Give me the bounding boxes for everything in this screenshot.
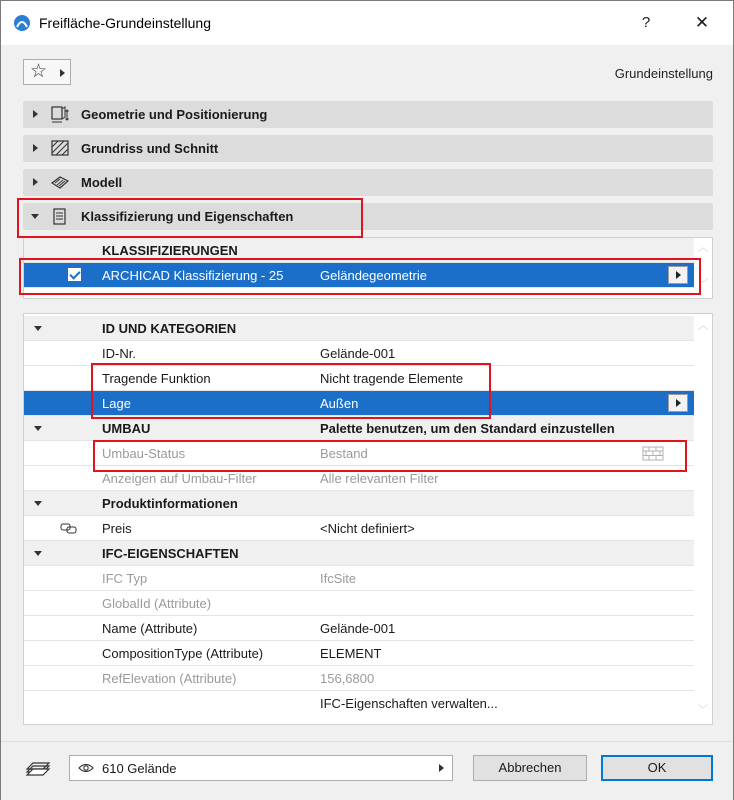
expand-arrow-icon [33,110,38,118]
row-globalid[interactable] [24,591,694,616]
property-label: IFC Typ [102,571,148,586]
property-value: IfcSite [320,571,357,586]
property-label: GlobalId (Attribute) [102,596,212,611]
row-umbau-status[interactable] [24,441,694,466]
ok-button[interactable]: OK [601,755,713,781]
property-value[interactable]: Gelände-001 [320,346,396,361]
property-label: RefElevation (Attribute) [102,671,237,686]
property-value[interactable]: ELEMENT [320,646,382,661]
group-header-label: IFC-EIGENSCHAFTEN [102,546,239,561]
row-umbau-filter[interactable] [24,466,694,491]
layers-icon [25,757,51,777]
scroll-up-icon[interactable]: ︿ [698,321,708,332]
row-tragende-funktion[interactable] [24,366,694,391]
section-label: Modell [81,175,123,190]
model-icon [50,173,70,192]
group-header-label: UMBAU [102,421,151,436]
archicad-logo-icon [13,14,31,32]
brick-wall-icon [642,446,664,461]
property-value[interactable]: Nicht tragende Elemente [320,371,464,386]
close-button[interactable]: ✕ [694,13,710,32]
star-icon: ☆ [30,61,48,82]
help-button[interactable]: ? [641,14,651,31]
chevron-right-icon [60,69,65,77]
property-label: Umbau-Status [102,446,186,461]
property-label: Lage [102,396,131,411]
property-label: ID-Nr. [102,346,136,361]
classification-row[interactable] [24,263,694,288]
floorplan-icon [50,139,70,158]
group-header-value: Palette benutzen, um den Standard einzustellen [320,421,615,436]
collapse-arrow-icon [34,551,42,556]
collapse-arrow-icon [34,426,42,431]
property-value: Bestand [320,446,368,461]
scroll-up-icon[interactable]: ︿ [698,243,708,254]
scroll-down-icon[interactable]: ﹀ [698,279,708,290]
scroll-down-icon[interactable]: ﹀ [698,705,708,716]
classification-system: ARCHICAD Klassifizierung - 25 [102,268,284,283]
property-value[interactable]: Außen [320,396,359,411]
section-label: Klassifizierung und Eigenschaften [81,209,294,224]
collapse-arrow-icon [34,326,42,331]
section-grundriss[interactable] [23,135,713,162]
row-id-nr[interactable] [24,341,694,366]
classification-header: KLASSIFIZIERUNGEN [102,243,238,258]
expand-arrow-icon [33,178,38,186]
group-umbau[interactable] [24,416,694,441]
link-icon [60,523,78,534]
property-label: CompositionType (Attribute) [102,646,264,661]
layer-name: 610 Gelände [102,761,177,776]
chevron-right-icon [439,764,444,772]
collapse-arrow-icon [34,501,42,506]
group-ifc-eigenschaften[interactable] [24,541,694,566]
document-icon [50,207,70,226]
property-value[interactable]: Gelände-001 [320,621,396,636]
property-label: Anzeigen auf Umbau-Filter [102,471,257,486]
property-value[interactable]: <Nicht definiert> [320,521,415,536]
properties-panel [23,313,713,725]
classification-value: Geländegeometrie [320,268,427,283]
title-bar [1,1,733,45]
classification-panel [23,237,713,299]
footer-bar [1,741,733,800]
layer-dropdown[interactable] [69,755,453,781]
section-label: Grundriss und Schnitt [81,141,219,156]
group-header-label: Produktinformationen [102,496,238,511]
property-label: Name (Attribute) [102,621,198,636]
lage-picker-button[interactable] [668,394,688,412]
group-produktinformationen[interactable] [24,491,694,516]
geometry-icon [50,105,70,124]
classification-picker-button[interactable] [668,266,688,284]
group-header-label: ID UND KATEGORIEN [102,321,237,336]
row-preis[interactable] [24,516,694,541]
section-modell[interactable] [23,169,713,196]
classification-header-row [24,238,694,263]
ifc-manage-link[interactable]: IFC-Eigenschaften verwalten... [320,696,498,711]
favorites-button[interactable] [23,59,71,85]
property-label: Tragende Funktion [102,371,211,386]
section-klassifizierung[interactable] [23,203,713,230]
property-label: Preis [102,521,132,536]
eye-icon [78,762,94,774]
row-lage[interactable] [24,391,694,416]
row-ifc-manage[interactable] [24,691,694,716]
property-value: Alle relevanten Filter [320,471,439,486]
row-ifc-typ[interactable] [24,566,694,591]
window-title: Freifläche-Grundeinstellung [39,15,211,31]
classification-checkbox[interactable] [68,268,81,281]
expand-arrow-icon [33,144,38,152]
section-geometrie[interactable] [23,101,713,128]
row-compositiontype[interactable] [24,641,694,666]
property-value: 156,6800 [320,671,375,686]
section-label: Geometrie und Positionierung [81,107,268,122]
collapse-arrow-icon [31,214,39,219]
row-refelevation[interactable] [24,666,694,691]
group-id-kategorien[interactable] [24,316,694,341]
preset-label: Grundeinstellung [614,66,713,81]
cancel-button[interactable]: Abbrechen [473,755,587,781]
row-name-attribute[interactable] [24,616,694,641]
